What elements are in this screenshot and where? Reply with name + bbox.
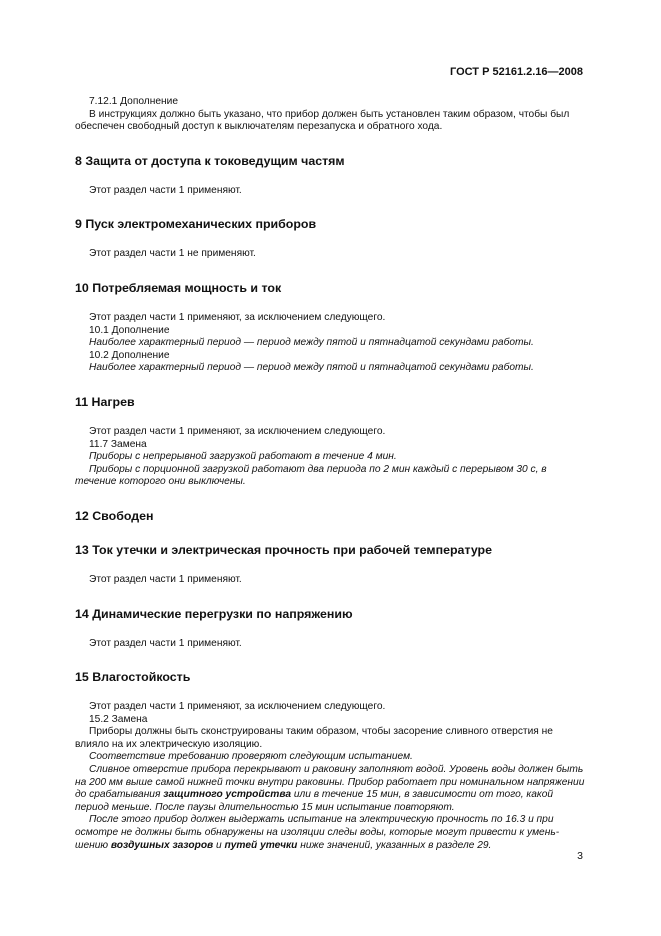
page-number: 3	[577, 850, 583, 862]
term-protective-device: защитного устройства	[163, 789, 292, 801]
section-14-text: Этот раздел части 1 применяют.	[89, 637, 242, 649]
subclause-15-2-p2: Соответствие требованию проверяют следующим испытанием.	[89, 751, 413, 763]
subclause-15-2: 15.2 Замена	[89, 713, 148, 725]
term-creepage-distances: путей утечки	[224, 839, 298, 851]
p4-text-a: После этого прибор должен выдержать испытание на электрическую прочность по 16.3 и при осмотре не должны быть обнаружены на изоляции следы воды, которые могут привести к уменьшению	[75, 814, 560, 851]
subclause-10-2: 10.2 Дополнение	[89, 349, 170, 361]
subclause-11-7: 11.7 Замена	[89, 438, 147, 450]
subclause-10-1: 10.1 Дополнение	[89, 324, 170, 336]
p4-text-b: ниже значений, указанных в разделе 29.	[297, 839, 492, 851]
section-9-text: Этот раздел части 1 не применяют.	[89, 248, 256, 260]
subclause-11-7-line1: Приборы с непрерывной загрузкой работают в течение 4 мин.	[89, 451, 397, 463]
subclause-10-1-note: Наиболее характерный период — период между пятой и пятнадцатой секундами работы.	[89, 337, 534, 349]
subclause-15-2-p4	[75, 814, 585, 852]
section-11-text: Этот раздел части 1 применяют, за исключением следующего.	[89, 425, 386, 437]
section-8-title: 8 Защита от доступа к токоведущим частям	[75, 153, 345, 168]
section-12-title: 12 Свободен	[75, 508, 154, 523]
section-14-title: 14 Динамические перегрузки по напряжению	[75, 606, 353, 621]
term-clearances: воздушных зазоров	[110, 839, 214, 851]
section-10-title: 10 Потребляемая мощность и ток	[75, 280, 282, 295]
p3-text-b: или в течение 15 мин, в зависимости от того, какой период меньше. После паузы длительностью 15 мин испытание повторяют.	[75, 789, 554, 813]
subclause-15-2-p3	[75, 764, 585, 814]
section-11-title: 11 Нагрев	[75, 394, 135, 409]
standard-header: ГОСТ Р 52161.2.16—2008	[449, 66, 583, 78]
section-10-text: Этот раздел части 1 применяют, за исключением следующего.	[89, 311, 386, 323]
subclause-7-12-1: 7.12.1 Дополнение	[89, 96, 179, 107]
subclause-10-2-note: Наиболее характерный период — период между пятой и пятнадцатой секундами работы.	[89, 362, 534, 374]
section-8-text: Этот раздел части 1 применяют.	[89, 184, 242, 196]
subclause-7-12-1-text: В инструкциях должно быть указано, что прибор должен быть установлен таким образом, чтобы был обеспечен свободный доступ к выключателям перезапуска и обратного хода.	[75, 108, 570, 133]
subclause-15-2-p1: Приборы должны быть сконструированы таким образом, чтобы засорение сливного отверстия не влияло на их электрическую изоляцию.	[75, 726, 553, 750]
p3-text-a: Сливное отверстие прибора перекрывают и раковину заполняют водой. Уровень воды должен быть на 200 мм выше самой нижней точки внутри раковины. Прибор работает при номинальном напряжении до срабатывания	[75, 764, 585, 801]
section-15-text: Этот раздел части 1 применяют, за исключением следующего.	[89, 701, 386, 713]
subclause-11-7-line2: Приборы с порционной загрузкой работают два периода по 2 мин каждый с перерывом 30 с, в течение которого они выключены.	[75, 463, 547, 488]
p4-text-mid: и	[213, 839, 225, 851]
page-content	[75, 96, 585, 852]
section-15-title: 15 Влагостойкость	[75, 670, 191, 685]
section-9-title: 9 Пуск электромеханических приборов	[75, 217, 317, 232]
section-13-title: 13 Ток утечки и электрическая прочность при рабочей температуре	[75, 542, 493, 557]
section-13-text: Этот раздел части 1 применяют.	[89, 573, 242, 585]
